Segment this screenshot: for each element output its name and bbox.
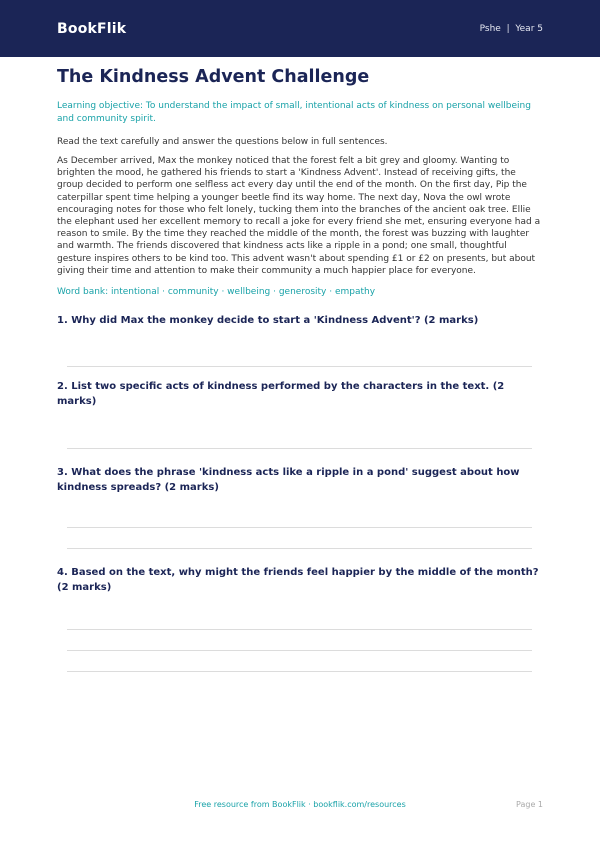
header-meta — [480, 24, 543, 34]
answer-area[interactable] — [57, 346, 543, 367]
answer-line[interactable] — [67, 630, 532, 651]
page-number: Page 1 — [516, 800, 543, 809]
instructions: Read the text carefully and answer the questions below in full sentences. — [57, 137, 388, 147]
answer-area[interactable] — [57, 428, 543, 449]
brand-logo[interactable]: BookFlik — [57, 20, 127, 37]
subject-label: Pshe — [479, 23, 501, 34]
question-text: 4. Based on the text, why might the friends feel happier by the middle of the month? (2 marks) — [57, 567, 539, 594]
question-3 — [57, 465, 543, 549]
learning-objective: Learning objective: To understand the impact of small, intentional acts of kindness on personal wellbeing and community spirit. — [57, 101, 531, 124]
worksheet-content — [57, 66, 543, 672]
answer-area[interactable] — [57, 507, 543, 549]
answer-line[interactable] — [67, 609, 532, 630]
header-separator: | — [506, 23, 510, 34]
year-label: Year 5 — [515, 23, 543, 34]
reading-passage: As December arrived, Max the monkey noticed that the forest felt a bit grey and gloomy. Wanting to brighten the mood, he gathered his friends to start a 'Kindness Advent'. Instead of receiving gifts, the group decided to perform one selfless act every day until the end of the month. On the first day, Pip the caterpillar spent time helping a younger beetle find its way home. The next day, Nova the owl wrote encouraging notes for those who felt lonely, tucking them into the branches of the ancient oak tree. Ellie the elephant used her excellent memory to recall a joke for every friend she met, ensuring everyone had a reason to smile. By the time they reached the middle of the month, the forest was buzzing with laughter and warmth. The friends discovered that kindness acts like a ripple in a pond; one small, thoughtful gesture inspires others to be kind too. This advent wasn't about spending £1 or £2 on presents, but about giving their time and attention to make their community a much happier place for everyone. — [57, 156, 541, 276]
question-4 — [57, 565, 543, 672]
question-text: 1. Why did Max the monkey decide to start a 'Kindness Advent'? (2 marks) — [57, 315, 479, 327]
answer-line[interactable] — [67, 346, 532, 367]
answer-line[interactable] — [67, 507, 532, 528]
question-text: 2. List two specific acts of kindness performed by the characters in the text. (2 marks) — [57, 381, 505, 408]
question-1 — [57, 313, 543, 367]
page-footer[interactable]: Free resource from BookFlik · bookflik.com/resources — [194, 800, 406, 809]
word-bank: Word bank: intentional · community · wellbeing · generosity · empathy — [57, 287, 376, 298]
answer-line[interactable] — [67, 651, 532, 672]
question-2 — [57, 379, 543, 449]
answer-line[interactable] — [67, 528, 532, 549]
answer-line[interactable] — [67, 428, 532, 449]
question-text: 3. What does the phrase 'kindness acts like a ripple in a pond' suggest about how kindness spreads? (2 marks) — [57, 467, 520, 494]
answer-area[interactable] — [57, 609, 543, 672]
page-title: The Kindness Advent Challenge — [57, 67, 370, 87]
page-header — [0, 0, 600, 57]
